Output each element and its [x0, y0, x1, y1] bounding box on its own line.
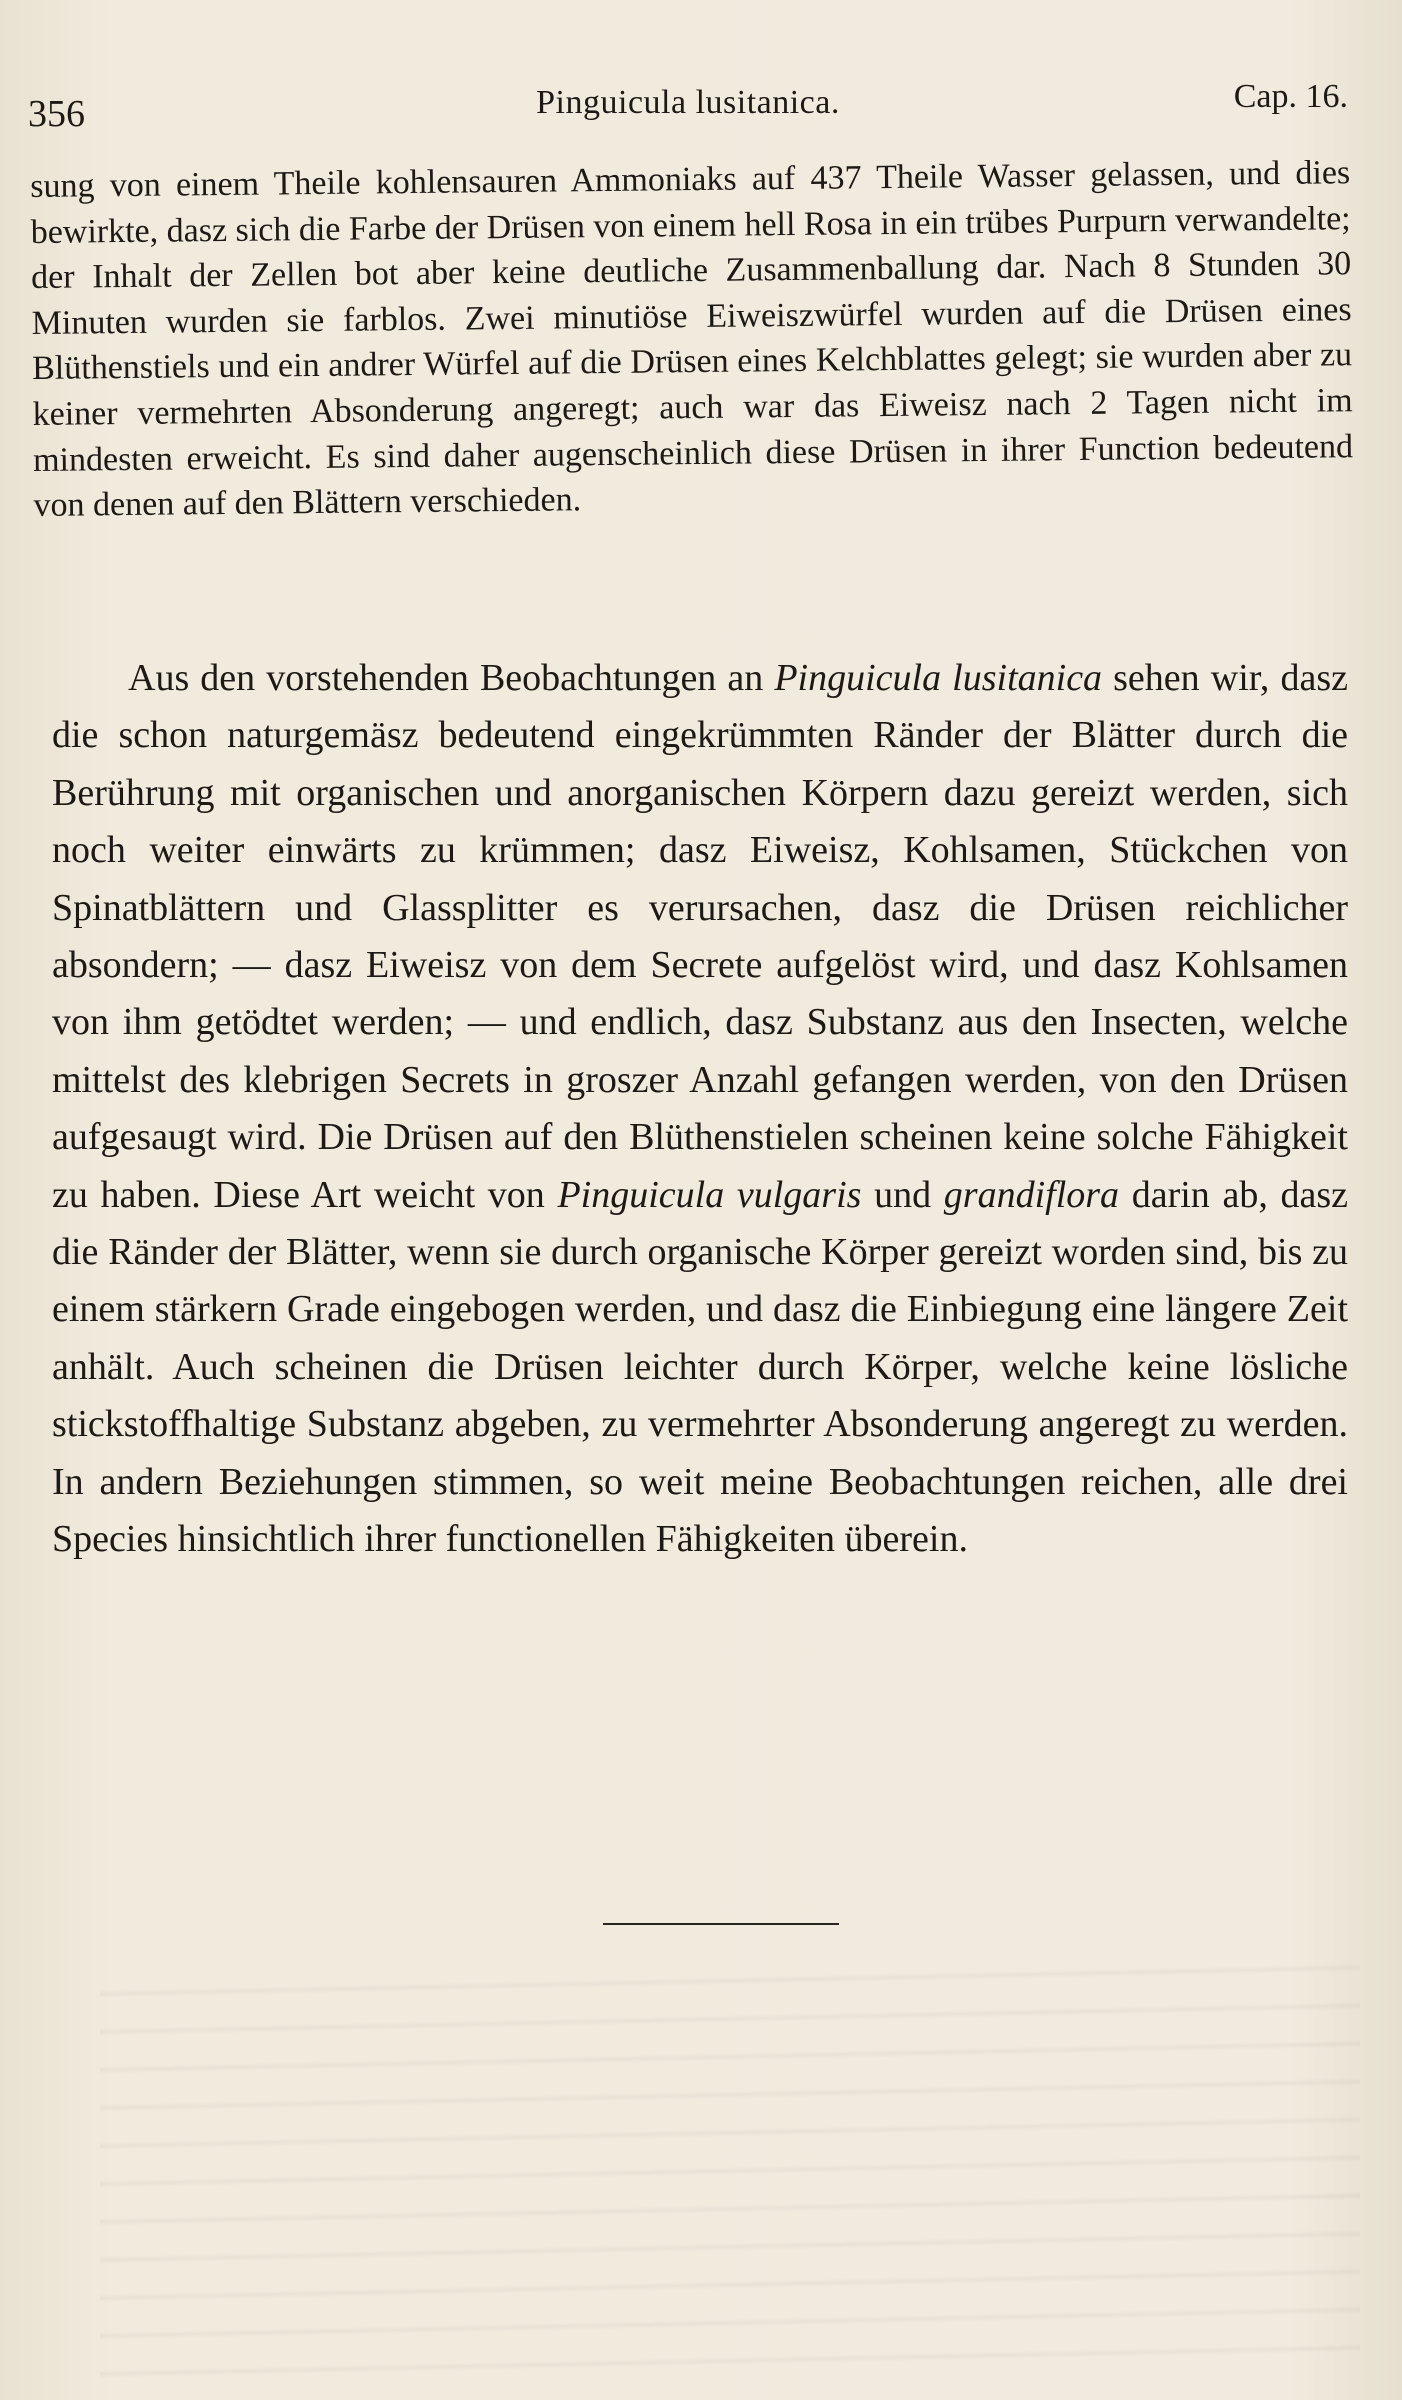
- small-print-section: [30, 154, 1354, 529]
- chapter-label: Cap. 16.: [1233, 78, 1348, 115]
- show-through-texture: [100, 1960, 1360, 2380]
- species-name-italic: Pinguicula lusitanica: [774, 657, 1103, 699]
- text-run: Aus den vorstehenden Beobachtungen an: [128, 657, 775, 699]
- page-number: 356: [28, 93, 85, 135]
- summary-paragraph: [52, 650, 1348, 1569]
- running-title: Pinguicula lusitanica.: [536, 84, 840, 121]
- page-header: [28, 78, 1348, 138]
- main-text-section: [52, 650, 1348, 1569]
- text-run: und: [861, 1173, 944, 1216]
- text-run: darin ab, dasz die Ränder der Blätter, wenn sie durch organische Körper gereizt worden sind, bis zu einem stärkern Grade eingebogen werden, und dasz die Einbiegung eine längere Zeit anhält. Auch scheinen die Drüsen leichter durch Körper, welche keine lösliche stickstoffhaltige Substanz abgeben, zu vermehrter Absonderung angeregt zu werden. In andern Beziehungen stimmen, so weit meine Beobachtungen reichen, alle drei Species hinsichtlich ihrer functionellen Fähigkeiten überein.: [52, 1173, 1349, 1561]
- section-separator-rule: [603, 1923, 839, 1925]
- species-name-italic: Pinguicula vulgaris: [557, 1173, 862, 1216]
- text-run: sehen wir, dasz die schon naturgemäsz bedeutend eingekrümmten Ränder der Blätter durch die Berührung mit organischen und anorganischen Körpern dazu gereizt werden, sich noch weiter einwärts zu krümmen; dasz Eiweisz, Kohlsamen, Stückchen von Spinatblättern und Glassplitter es verursachen, dasz die Drüsen reichlicher absondern; — dasz Eiweisz von dem Secrete aufgelöst wird, und dasz Kohlsamen von ihm getödtet werden; — und endlich, dasz Substanz aus den Insecten, welche mittelst des klebrigen Secrets in groszer Anzahl gefangen werden, von den Drüsen aufgesaugt wird. Die Drüsen auf den Blüthenstielen scheinen keine solche Fähigkeit zu haben. Diese Art weicht von: [52, 657, 1348, 1216]
- species-name-italic: grandiflora: [943, 1173, 1120, 1216]
- small-print-paragraph: sung von einem Theile kohlensauren Ammoniaks auf 437 Theile Wasser gelassen, und dies bewirkte, dasz sich die Farbe der Drüsen von einem hell Rosa in ein trübes Purpurn verwandelte; der Inhalt der Zellen bot aber keine deutliche Zusammenballung dar. Nach 8 Stunden 30 Minuten wurden sie farblos. Zwei minutiöse Eiweiszwürfel wurden auf die Drüsen eines Blüthenstiels und ein andrer Würfel auf die Drüsen eines Kelchblattes gelegt; sie wurden aber zu keiner vermehrten Absonderung angeregt; auch war das Eiweisz nach 2 Tagen nicht im mindesten erweicht. Es sind daher augenscheinlich diese Drüsen in ihrer Function bedeutend von denen auf den Blättern verschieden.: [30, 154, 1354, 525]
